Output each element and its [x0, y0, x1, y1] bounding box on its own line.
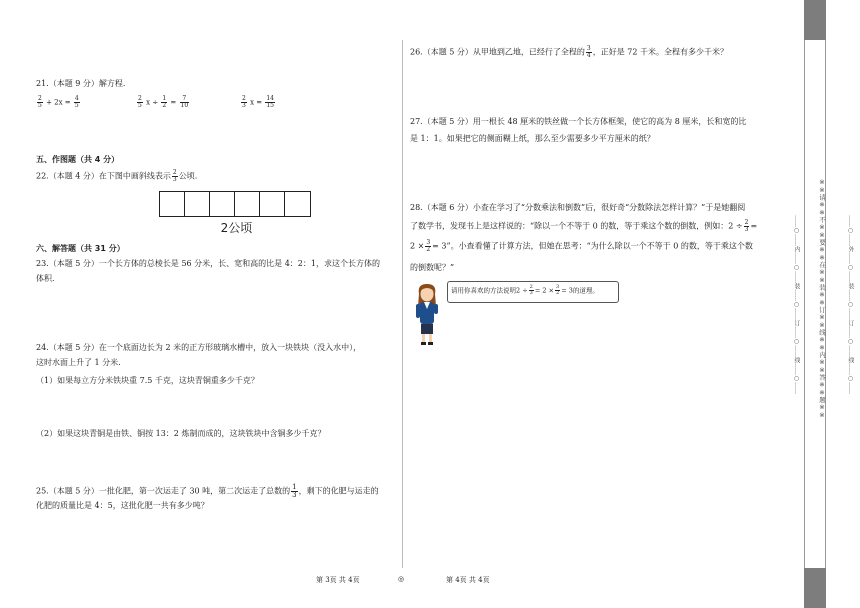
speech-bubble: 请用你喜欢的方法说明2 ÷ $\frac{2}{3}$ = 2 × $\frac{3}{2}$ = 3的道理。 [447, 281, 619, 303]
q27-line1: 27.（本题 5 分）用一根长 48 厘米的铁丝做一个长方体框架，使它的高为 8 厘米，长和宽的比 [410, 117, 747, 126]
grid-cell[interactable] [185, 192, 210, 216]
section-6-heading: 六、解答题（共 31 分） [36, 244, 125, 253]
q23-line1: 23.（本题 5 分）一个长方体的总棱长是 56 分米，长、宽和高的比是 4：2：1，求这个长方体的 [36, 259, 380, 268]
section-5-heading: 五、作图题（共 4 分） [36, 155, 120, 164]
column-divider [402, 40, 403, 568]
q25-line2: 化肥的质量比是 4：5，这批化肥一共有多少吨？ [36, 501, 209, 510]
q23-line2: 体积. [36, 274, 55, 283]
grid-cell[interactable] [285, 192, 310, 216]
q28-line4: 的倒数呢？” [410, 263, 455, 272]
binding-dotted-line-inner: ……○……内……○……装……○……订……○……线……○…… [793, 214, 800, 394]
q28-line2: 了数学书，发现书上是这样说的：“除以一个不等于 0 的数，等于乘这个数的倒数，例如：2 ÷ $\frac{2}{3}$ = [410, 219, 758, 233]
q21-title: 21.（本题 9 分）解方程. [36, 79, 126, 88]
footer-separator-icon: ◎ [398, 575, 405, 583]
page-number-right: 第 4页 共 4页 [446, 576, 490, 584]
binding-dotted-line-outer: ……○……外……○……装……○……订……○……线……○…… [847, 214, 854, 394]
q24-sub1: （1）如果每立方分米铁块重 7.5 千克，这块青铜重多少千克？ [36, 376, 259, 385]
binding-bar-bottom [804, 568, 826, 608]
grid-cell[interactable] [160, 192, 185, 216]
q24-line2: 这时水面上升了 1 分米. [36, 358, 121, 367]
page-number-left: 第 3页 共 4页 [316, 576, 360, 584]
grid-cell[interactable] [235, 192, 260, 216]
q28-line1: 28.（本题 6 分）小查在学习了“分数乘法和倒数”后，很好奇“分数除法怎样计算？”于是她翻阅 [410, 203, 746, 212]
q27-line2: 是 1：1。如果把它的侧面糊上纸，那么至少需要多少平方厘米的纸？ [410, 134, 655, 143]
grid-label: 2公顷 [220, 221, 253, 235]
q28-line3: 2 × $\frac{3}{2}$ = 3”。小查看懂了计算方法，但她在思考：“为什么除以一个不等于 0 的数，等于乘这个数 [410, 239, 753, 253]
q24-line1: 24.（本题 5 分）在一个底面边长为 2 米的正方形玻璃水槽中，放入一块铁块（没入水中）， [36, 343, 362, 352]
q21-equation-3: $\frac{2}{3}$ x = $\frac{14}{15}$ [242, 95, 274, 109]
binding-warning: ※※请※※不※※要※※在※※装※※订※※线※※内※※答※※题※※ [818, 178, 826, 419]
area-grid[interactable] [159, 191, 311, 217]
grid-cell[interactable] [260, 192, 285, 216]
q26-text: 26.（本题 5 分）从甲地到乙地，已经行了全程的 $\frac{3}{4}$ ，正好是 72 千米。全程有多少千米？ [410, 45, 728, 59]
q25-line1: 25.（本题 5 分）一批化肥，第一次运走了 30 吨，第二次运走了总数的 $\frac{1}{3}$ ，剩下的化肥与运走的 [36, 483, 379, 499]
q24-sub2: （2）如果这块青铜是由铁、铜按 13：2 炼制而成的，这块铁块中含铜多少千克？ [36, 429, 326, 438]
q21-equation-2: $\frac{2}{5}$ x ÷ $\frac{1}{2}$ = $\frac{7}{10}$ [138, 95, 189, 109]
teacher-illustration [411, 282, 443, 346]
grid-cell[interactable] [210, 192, 235, 216]
q22-text: 22.（本题 4 分）在下图中画斜线表示 $\frac{2}{3}$ 公顷. [36, 169, 198, 183]
q21-equation-1: $\frac{2}{5}$ + 2x = $\frac{4}{5}$ [38, 95, 79, 109]
binding-bar-top [804, 0, 826, 40]
